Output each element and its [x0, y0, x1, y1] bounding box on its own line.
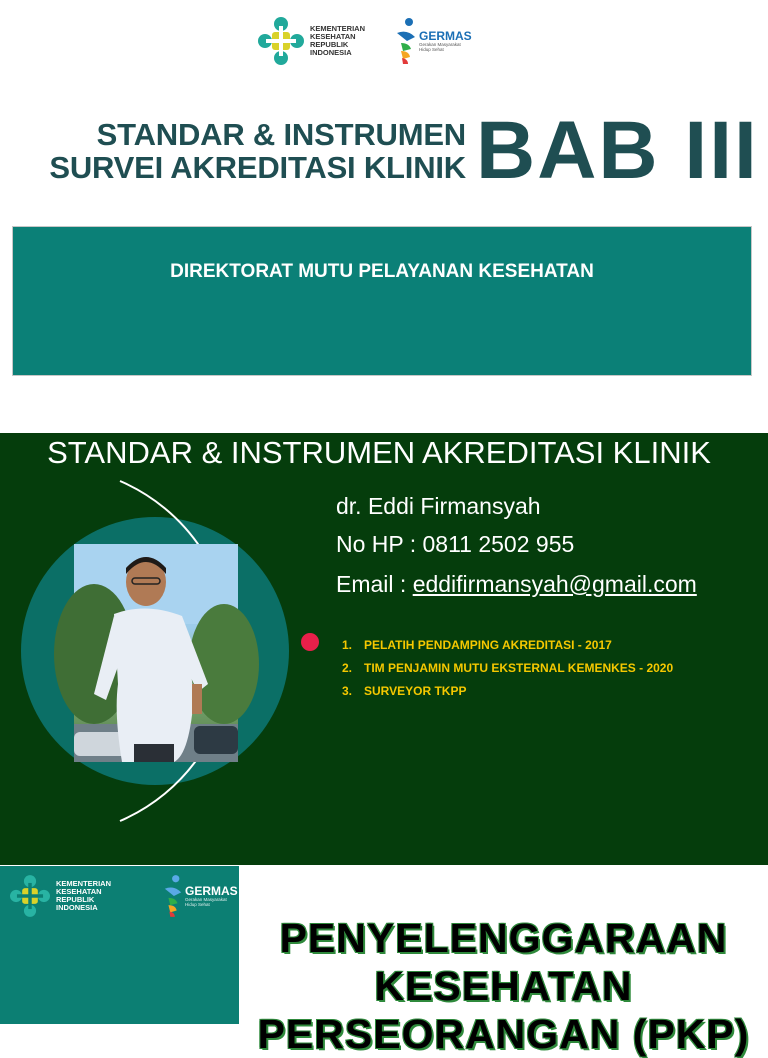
speaker-name: dr. Eddi Firmansyah: [336, 493, 541, 519]
germas-sub-2: Hidup Sehat: [185, 902, 210, 907]
pkp-title-line-2: KESEHATAN: [374, 963, 633, 1009]
person-icon: [74, 544, 238, 762]
accent-dot: [301, 633, 319, 651]
germas-wordmark: GERMAS: [185, 884, 238, 898]
logo-row: [258, 16, 472, 66]
speaker-phone: No HP : 0811 2502 955: [336, 531, 575, 557]
germas-logo: [395, 17, 472, 65]
role-number: 2.: [342, 661, 353, 675]
speaker-photo: [74, 544, 238, 762]
kemenkes-line-3: REPUBLIK: [56, 895, 95, 904]
pkp-title: [239, 914, 768, 1058]
email-link[interactable]: eddifirmansyah@gmail.com: [412, 571, 697, 597]
directorate-text: DIREKTORAT MUTU PELAYANAN KESEHATAN: [170, 261, 594, 282]
pkp-title-line-3: PERSEORANGAN (PKP): [257, 1011, 750, 1057]
kemenkes-line-3: REPUBLIK: [310, 40, 349, 49]
cover-title: [8, 118, 466, 184]
chapter-label: BAB III: [476, 105, 759, 196]
roles-list: [342, 638, 673, 707]
germas-sub-1: Gerakan Masyarakat: [419, 42, 461, 47]
teal-side-panel: [0, 866, 239, 1024]
germas-figure-icon: [163, 874, 183, 918]
speaker-slide-title: STANDAR & INSTRUMEN AKREDITASI KLINIK: [47, 435, 711, 470]
cover-title-line-2: SURVEI AKREDITASI KLINIK: [49, 150, 466, 185]
germas-figure-icon: [395, 17, 417, 65]
role-item: [342, 638, 673, 661]
slide-pkp: [0, 866, 768, 1057]
logo-row: [10, 874, 238, 918]
role-item: [342, 684, 673, 707]
speaker-email-row: [336, 571, 697, 598]
role-text: TIM PENJAMIN MUTU EKSTERNAL KEMENKES - 2020: [364, 661, 674, 675]
slide-speaker: [0, 433, 768, 865]
kemenkes-flower-icon: [258, 16, 304, 66]
kemenkes-line-2: KESEHATAN: [56, 887, 102, 896]
kemenkes-line-1: KEMENTERIAN: [310, 24, 366, 33]
role-number: 3.: [342, 684, 353, 698]
germas-sub-1: Gerakan Masyarakat: [185, 897, 227, 902]
email-label: Email :: [336, 571, 413, 597]
kemenkes-line-1: KEMENTERIAN: [56, 879, 112, 888]
germas-sub-2: Hidup Sehat: [419, 47, 444, 52]
role-text: PELATIH PENDAMPING AKREDITASI - 2017: [364, 638, 612, 652]
role-number: 1.: [342, 638, 353, 652]
role-text: SURVEYOR TKPP: [364, 684, 467, 698]
role-item: [342, 661, 673, 684]
kemenkes-flower-icon: [10, 874, 50, 918]
kemenkes-logo: [10, 874, 111, 918]
cover-title-line-1: STANDAR & INSTRUMEN: [96, 117, 466, 152]
kemenkes-line-2: KESEHATAN: [310, 32, 356, 41]
kemenkes-line-4: INDONESIA: [310, 48, 352, 57]
germas-logo: [163, 874, 238, 918]
directorate-banner: [12, 226, 752, 376]
pkp-title-line-1: PENYELENGGARAAN: [279, 915, 728, 961]
kemenkes-logo: [258, 16, 365, 66]
slide-cover: [0, 0, 768, 432]
kemenkes-line-4: INDONESIA: [56, 903, 98, 912]
germas-wordmark: GERMAS: [419, 29, 472, 43]
